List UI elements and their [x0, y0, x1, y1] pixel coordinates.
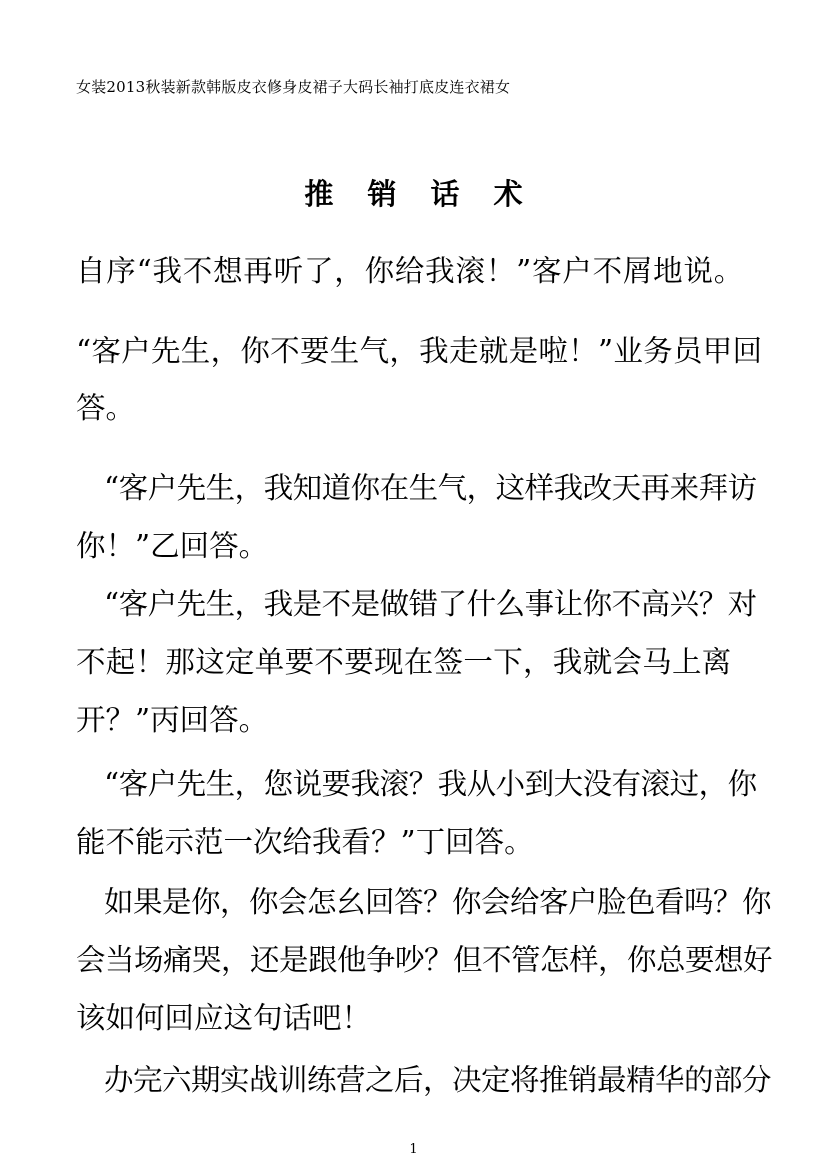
- body-line: 会当场痛哭，还是跟他争吵？但不管怎样，你总要想好: [76, 943, 773, 977]
- body-line: 如果是你，你会怎幺回答？你会给客户脸色看吗？你: [104, 885, 772, 919]
- document-title: 推 销 话 术: [304, 177, 535, 211]
- header-text: 女装2013秋装新款韩版皮衣修身皮裙子大码长袖打底皮连衣裙女: [76, 78, 511, 96]
- body-line: 该如何回应这句话吧！: [76, 1001, 372, 1035]
- body-line: “客户先生，我知道你在生气，这样我改天再来拜访: [104, 471, 757, 505]
- body-line: “客户先生，我是不是做错了什么事让你不高兴？对: [104, 587, 757, 621]
- body-line: 办完六期实战训练营之后，决定将推销最精华的部分: [104, 1063, 772, 1097]
- body-line: “客户先生，你不要生气，我走就是啦！”业务员甲回: [76, 334, 763, 368]
- body-line: 开？”丙回答。: [76, 703, 269, 737]
- page-number: 1: [409, 1142, 418, 1157]
- body-line: 自序“我不想再听了，你给我滚！”客户不屑地说。: [76, 254, 745, 288]
- body-line: 不起！那这定单要不要现在签一下，我就会马上离: [76, 645, 732, 679]
- body-line: 答。: [76, 391, 136, 425]
- body-line: “客户先生，您说要我滚？我从小到大没有滚过，你: [104, 767, 757, 801]
- body-line: 能不能示范一次给我看？”丁回答。: [76, 825, 534, 859]
- body-line: 你！”乙回答。: [76, 529, 269, 563]
